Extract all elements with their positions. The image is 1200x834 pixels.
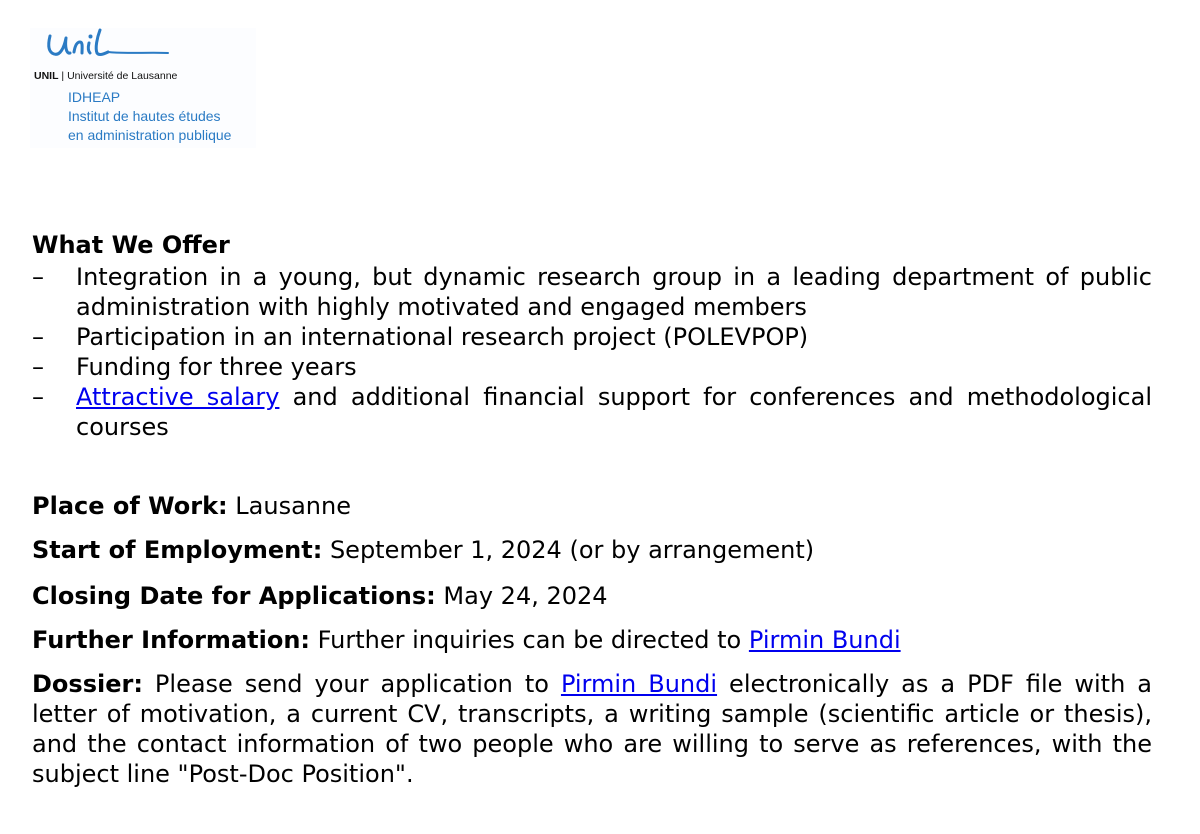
place-label: Place of Work: <box>32 492 228 520</box>
university-name-line <box>34 70 177 82</box>
list-item <box>32 322 1152 352</box>
place-of-work <box>32 491 1152 521</box>
logo-separator: | <box>61 70 68 82</box>
dossier-text-before: Please send your application to <box>154 670 549 698</box>
offer-item-text: Funding for three years <box>76 353 357 381</box>
institute-line-1: Institut de hautes études <box>68 108 221 124</box>
document-content <box>32 230 1152 789</box>
university-name: Université de Lausanne <box>67 70 178 82</box>
bullet-dash: – <box>32 353 44 381</box>
offer-heading: What We Offer <box>32 231 230 259</box>
attractive-salary-link[interactable]: Attractive salary <box>76 383 280 411</box>
info-label: Further Information: <box>32 626 311 654</box>
closing-value: May 24, 2024 <box>443 582 608 610</box>
bullet-dash: – <box>32 383 44 411</box>
institute-short: IDHEAP <box>68 89 121 105</box>
place-value: Lausanne <box>235 492 351 520</box>
start-value: September 1, 2024 (or by arrangement) <box>329 536 815 564</box>
pirmin-bundi-info-link[interactable]: Pirmin Bundi <box>748 626 901 654</box>
pirmin-bundi-dossier-link[interactable]: Pirmin Bundi <box>560 670 718 698</box>
university-short: UNIL <box>34 70 59 82</box>
further-information <box>32 625 1152 655</box>
offer-item-text: Participation in an international research project (POLEVPOP) <box>76 323 809 351</box>
offer-item-text: and additional financial support for conferences and methodological courses <box>76 383 1152 441</box>
closing-date <box>32 581 1152 611</box>
unil-wordmark-logo <box>44 28 174 74</box>
info-text: Further inquiries can be directed to <box>317 626 742 654</box>
dossier <box>32 669 1152 789</box>
institute-block <box>68 88 231 145</box>
list-item <box>32 262 1152 322</box>
list-item <box>32 382 1152 442</box>
institute-line-2: en administration publique <box>68 127 232 143</box>
list-item <box>32 352 1152 382</box>
start-of-employment <box>32 535 1152 565</box>
offer-list <box>32 262 1152 442</box>
start-label: Start of Employment: <box>32 536 323 564</box>
dossier-label: Dossier: <box>32 670 143 698</box>
bullet-dash: – <box>32 323 44 351</box>
dossier-text-after: electronically as a PDF file with a letter of motivation, a current CV, transcripts, a writing sample (scientific article or thesis), and the contact information of two people who are willing to serve as references, with the subject line "Post-Doc Position". <box>32 670 1152 788</box>
offer-item-text: Integration in a young, but dynamic research group in a leading department of public administration with highly motivated and engaged members <box>76 263 1152 321</box>
unil-idheap-logo <box>30 28 256 148</box>
bullet-dash: – <box>32 263 44 291</box>
closing-label: Closing Date for Applications: <box>32 582 436 610</box>
